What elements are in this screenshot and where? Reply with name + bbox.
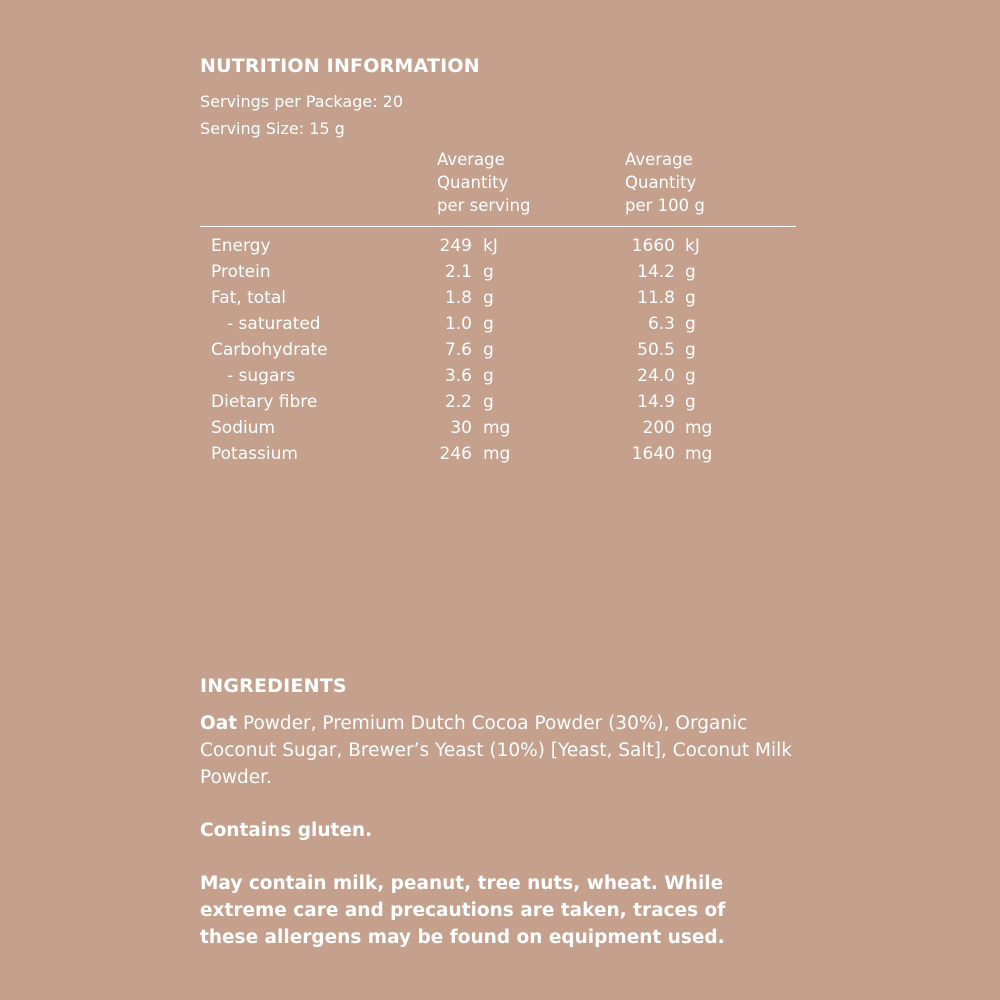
per-100g-unit: g [685, 314, 696, 334]
nutrient-name: Potassium [211, 444, 298, 464]
nutrition-row [200, 415, 796, 441]
servings-per-package: Servings per Package: 20 [200, 92, 404, 111]
ingredients-panel [200, 672, 820, 951]
per-serving-unit: kJ [483, 236, 498, 256]
may-contain-statement: May contain milk, peanut, tree nuts, wheat. While extreme care and precautions are taken, traces of these allergens may be found on equipment used. [200, 873, 726, 948]
per-serving-unit: g [483, 340, 494, 360]
per-100g-value: 24.0 [637, 366, 675, 386]
per-serving-unit: g [483, 366, 494, 386]
per-100g-value: 50.5 [637, 340, 675, 360]
ingredients-bold-lead: Oat [200, 713, 238, 734]
per-serving-value: 30 [450, 418, 472, 438]
per-100g-unit: g [685, 288, 696, 308]
nutrition-column-headers [200, 148, 796, 224]
nutrition-panel [200, 52, 796, 467]
per-100g-value: 1640 [631, 444, 675, 464]
nutrient-name: Fat, total [211, 288, 286, 308]
nutrition-row [200, 259, 796, 285]
per-serving-value: 3.6 [444, 366, 472, 386]
column-header-per-100g: Average Quantity per 100 g [625, 150, 705, 215]
ingredients-heading: INGREDIENTS [200, 675, 347, 697]
per-100g-unit: kJ [685, 236, 700, 256]
per-100g-value: 6.3 [647, 314, 675, 334]
per-100g-unit: mg [685, 444, 713, 464]
per-100g-value: 14.9 [637, 392, 675, 412]
nutrition-heading: NUTRITION INFORMATION [200, 55, 480, 77]
nutrition-row [200, 389, 796, 415]
per-100g-unit: g [685, 366, 696, 386]
per-serving-value: 246 [439, 444, 472, 464]
nutrient-name: Protein [211, 262, 271, 282]
per-100g-unit: mg [685, 418, 713, 438]
per-serving-value: 2.2 [444, 392, 472, 412]
per-serving-unit: mg [483, 418, 511, 438]
per-serving-unit: g [483, 262, 494, 282]
nutrient-name: Dietary fibre [211, 392, 318, 412]
per-serving-value: 1.0 [444, 314, 472, 334]
per-100g-unit: g [685, 392, 696, 412]
nutrient-name: Carbohydrate [211, 340, 328, 360]
nutrient-name: - saturated [227, 314, 321, 334]
column-header-per-serving: Average Quantity per serving [437, 150, 531, 215]
nutrition-row [200, 337, 796, 363]
per-100g-value: 1660 [631, 236, 675, 256]
table-divider [200, 226, 796, 227]
ingredients-list [200, 710, 820, 791]
nutrition-row [200, 311, 796, 337]
nutrition-row [200, 441, 796, 467]
per-serving-unit: g [483, 314, 494, 334]
per-serving-value: 7.6 [444, 340, 472, 360]
per-serving-value: 2.1 [444, 262, 472, 282]
per-100g-value: 11.8 [637, 288, 675, 308]
nutrition-row [200, 363, 796, 389]
per-serving-unit: g [483, 392, 494, 412]
serving-size: Serving Size: 15 g [200, 119, 345, 138]
nutrient-name: Sodium [211, 418, 276, 438]
per-100g-unit: g [685, 340, 696, 360]
per-serving-value: 1.8 [444, 288, 472, 308]
nutrition-row [200, 233, 796, 259]
per-serving-value: 249 [439, 236, 472, 256]
per-100g-value: 14.2 [637, 262, 675, 282]
nutrition-row [200, 285, 796, 311]
per-serving-unit: g [483, 288, 494, 308]
nutrition-table-body [200, 233, 796, 467]
per-serving-unit: mg [483, 444, 511, 464]
per-100g-unit: g [685, 262, 696, 282]
nutrient-name: Energy [211, 236, 271, 256]
nutrient-name: - sugars [227, 366, 296, 386]
per-100g-value: 200 [642, 418, 675, 438]
ingredients-text: Powder, Premium Dutch Cocoa Powder (30%), Organic Coconut Sugar, Brewer’s Yeast (10%) [Yeast, Salt], Coconut Milk Powder. [200, 713, 792, 788]
contains-statement: Contains gluten. [200, 820, 373, 841]
